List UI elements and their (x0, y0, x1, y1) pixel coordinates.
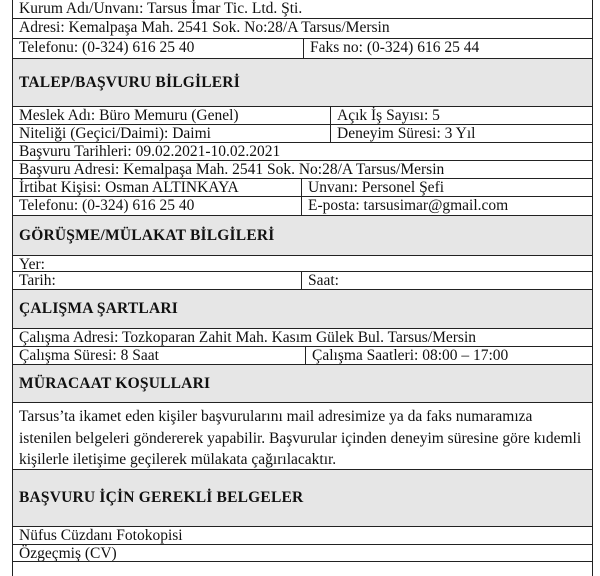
calisma-adresi: Çalışma Adresi: Tozkoparan Zahit Mah. Kasım Gülek Bul. Tarsus/Mersin (19, 329, 477, 346)
company-address-row (13, 19, 592, 39)
belge-row-empty (13, 562, 592, 576)
company-name-row (13, 0, 592, 19)
gorusme-saat: Saat: (301, 272, 592, 289)
deneyim-suresi: Deneyim Süresi: 3 Yıl (330, 125, 592, 142)
talep-row-3 (13, 143, 592, 161)
belge-row-2 (13, 545, 592, 562)
meslek-adi: Meslek Adı: Büro Memuru (Genel) (19, 107, 239, 124)
irtibat-telefon: Telefonu: (0-324) 616 25 40 (19, 197, 195, 214)
muracaat-text-row (13, 403, 592, 470)
company-phone: Telefonu: (0-324) 616 25 40 (19, 39, 195, 56)
gorusme-tarih: Tarih: (19, 272, 56, 289)
section-calisma-heading: ÇALIŞMA ŞARTLARI (13, 290, 592, 329)
section-gorusme-heading: GÖRÜŞME/MÜLAKAT BİLGİLERİ (13, 216, 592, 256)
section-belgeler-heading: BAŞVURU İÇİN GEREKLİ BELGELER (13, 470, 592, 527)
acik-is-sayisi: Açık İş Sayısı: 5 (330, 107, 592, 124)
irtibat-kisisi: İrtibat Kişisi: Osman ALTINKAYA (19, 179, 239, 196)
talep-row-1 (13, 107, 592, 125)
talep-row-4 (13, 161, 592, 179)
calisma-saatleri: Çalışma Saatleri: 08:00 – 17:00 (305, 347, 592, 364)
basvuru-tarihleri: Başvuru Tarihleri: 09.02.2021-10.02.2021 (19, 143, 281, 160)
company-phone-row (13, 39, 592, 59)
company-fax: Faks no: (0-324) 616 25 44 (303, 39, 592, 58)
belge-item: Nüfus Cüzdanı Fotokopisi (19, 527, 183, 544)
form-table (12, 0, 593, 576)
section-muracaat-heading: MÜRACAAT KOŞULLARI (13, 365, 592, 403)
muracaat-text: Tarsus’ta ikamet eden kişiler başvurularını mail adresimize ya da faks numaramıza istenilen belgeleri göndererek yapabilir. Başvurular içinden deneyim süresine göre kıdemli kişilerle iletişime geçilerek mülakata çağırılacaktır. (19, 408, 582, 468)
talep-row-2 (13, 125, 592, 143)
unvani: Unvanı: Personel Şefi (301, 179, 592, 196)
company-address: Adresi: Kemalpaşa Mah. 2541 Sok. No:28/A Tarsus/Mersin (19, 19, 390, 36)
calisma-sure-row (13, 347, 592, 365)
gorusme-yer: Yer: (19, 256, 45, 271)
calisma-suresi: Çalışma Süresi: 8 Saat (19, 347, 159, 364)
talep-row-6 (13, 197, 592, 216)
irtibat-eposta: E-posta: tarsusimar@gmail.com (301, 197, 592, 215)
belge-item: Özgeçmiş (CV) (19, 545, 117, 561)
belge-row-1 (13, 527, 592, 545)
talep-row-5 (13, 179, 592, 197)
gorusme-yer-row (13, 256, 592, 272)
basvuru-adresi: Başvuru Adresi: Kemalpaşa Mah. 2541 Sok. No:28/A Tarsus/Mersin (19, 161, 445, 178)
niteligi: Niteliği (Geçici/Daimi): Daimi (19, 125, 211, 142)
gorusme-tarih-row (13, 272, 592, 290)
section-talep-heading: TALEP/BAŞVURU BİLGİLERİ (13, 59, 592, 107)
calisma-adres-row (13, 329, 592, 347)
company-name: Kurum Adı/Unvanı: Tarsus İmar Tic. Ltd. Şti. (19, 0, 303, 17)
